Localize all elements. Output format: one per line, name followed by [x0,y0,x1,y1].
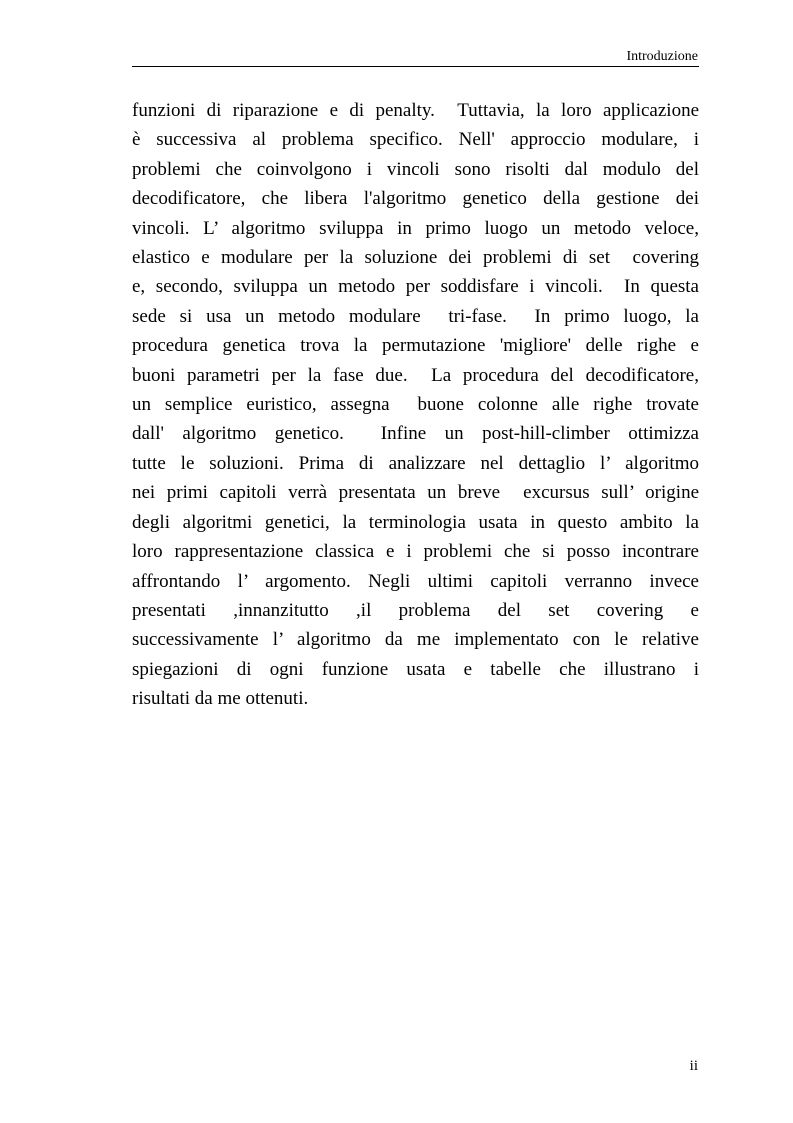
page-number: ii [689,1058,698,1074]
text-line: funzioni di riparazione e di penalty. Tuttavia, la loro applicazione [132,100,699,121]
body-paragraph [132,96,699,714]
text-line: degli algoritmi genetici, la terminologia usata in questo ambito la [132,511,699,533]
header-rule [132,66,699,67]
text-line: un semplice euristico, assegna buone colonne alle righe trovate [132,394,699,416]
text-line: decodificatore, che libera l'algoritmo genetico della gestione dei [132,188,699,210]
text-line: vincoli. L’ algoritmo sviluppa in primo luogo un metodo veloce, [132,217,699,239]
text-line: spiegazioni di ogni funzione usata e tabelle che illustrano i [132,658,699,680]
text-line: e, secondo, sviluppa un metodo per soddisfare i vincoli. In questa [132,276,699,298]
text-line: successivamente l’ algoritmo da me implementato con le relative [132,629,699,651]
text-line: tutte le soluzioni. Prima di analizzare nel dettaglio l’ algoritmo [132,452,699,474]
text-line: nei primi capitoli verrà presentata un breve excursus sull’ origine [132,482,699,504]
text-line: sede si usa un metodo modulare tri-fase. In primo luogo, la [132,305,699,327]
text-line: elastico e modulare per la soluzione dei problemi di set covering [132,247,699,269]
text-line: loro rappresentazione classica e i problemi che si posso incontrare [132,541,699,563]
text-line: buoni parametri per la fase due. La procedura del decodificatore, [132,364,699,386]
text-line: problemi che coinvolgono i vincoli sono risolti dal modulo del [132,158,699,180]
text-line: affrontando l’ argomento. Negli ultimi capitoli verranno invece [132,570,699,592]
text-line: risultati da me ottenuti. [132,688,309,710]
text-line: dall' algoritmo genetico. Infine un post-hill-climber ottimizza [132,423,699,445]
running-header: Introduzione [626,49,698,64]
text-line: è successiva al problema specifico. Nell' approccio modulare, i [132,129,699,151]
text-line: procedura genetica trova la permutazione 'migliore' delle righe e [132,335,699,357]
text-line: presentati ,innanzitutto ,il problema del set covering e [132,599,699,621]
